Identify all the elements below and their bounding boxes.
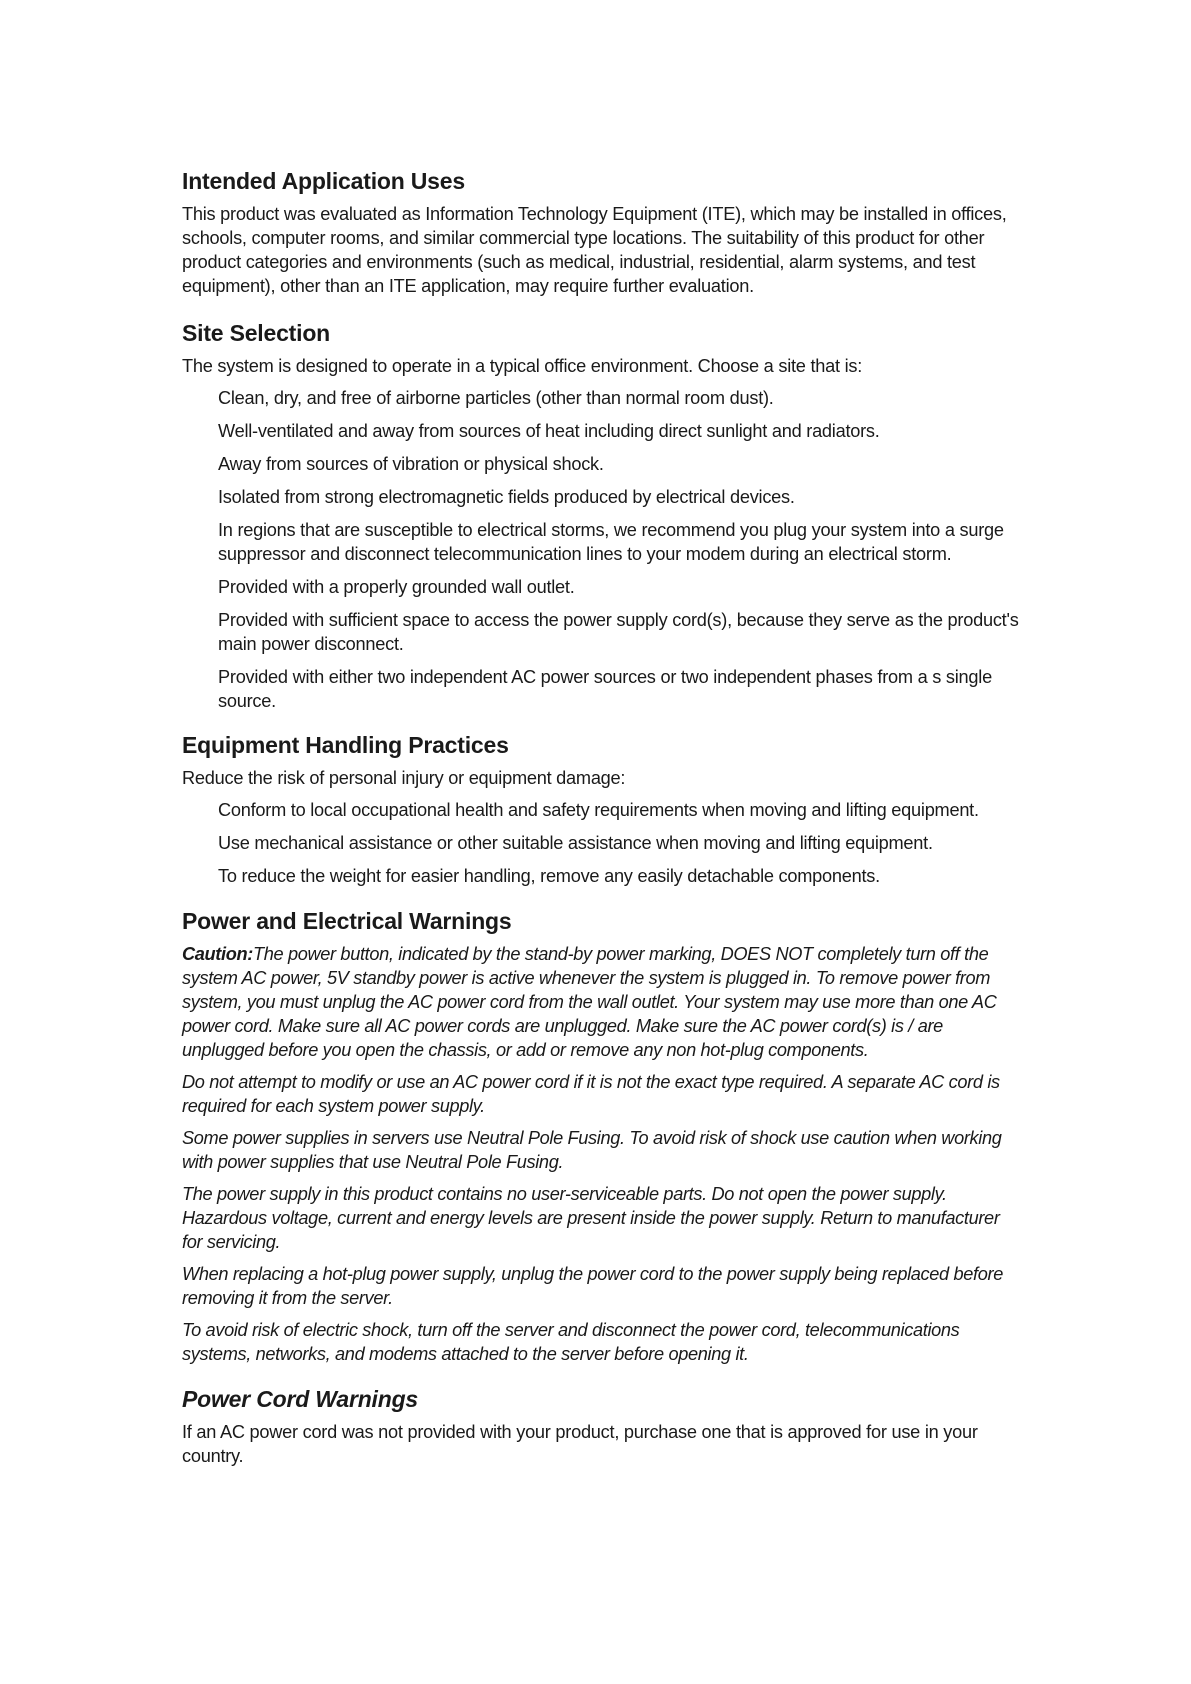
- list-item: Well-ventilated and away from sources of heat including direct sunlight and radiators.: [218, 421, 880, 441]
- list-item: Isolated from strong electromagnetic fields produced by electrical devices.: [218, 487, 795, 507]
- section-equipment-handling: [182, 730, 1020, 888]
- list-item: Provided with either two independent AC power sources or two independent phases from a s single source.: [218, 667, 992, 711]
- caution-paragraph: [182, 942, 1020, 1062]
- warning-paragraph: When replacing a hot-plug power supply, unplug the power cord to the power supply being replaced before removing it from the server.: [182, 1264, 1003, 1308]
- section-title: Intended Application Uses: [182, 168, 465, 194]
- section-title: Site Selection: [182, 320, 331, 346]
- paragraph: This product was evaluated as Information Technology Equipment (ITE), which may be installed in offices, schools, computer rooms, and similar commercial type locations. The suitability of this product for other product categories and environments (such as medical, industrial, residential, alarm systems, and test equipment), other than an ITE application, may require further evaluation.: [182, 204, 1007, 296]
- section-title: Equipment Handling Practices: [182, 732, 509, 758]
- list-item: Conform to local occupational health and safety requirements when moving and lifting equipment.: [218, 800, 979, 820]
- list-item: To reduce the weight for easier handling, remove any easily detachable components.: [218, 866, 880, 886]
- section-power-electrical-warnings: [182, 906, 1020, 1366]
- list-item: Clean, dry, and free of airborne particles (other than normal room dust).: [218, 388, 774, 408]
- section-title: Power and Electrical Warnings: [182, 908, 512, 934]
- handling-practices-list: [182, 798, 1020, 888]
- paragraph: If an AC power cord was not provided with your product, purchase one that is approved for use in your country.: [182, 1422, 978, 1466]
- section-intended-application-uses: [182, 166, 1020, 298]
- list-item: Away from sources of vibration or physical shock.: [218, 454, 604, 474]
- section-power-cord-warnings: [182, 1384, 1020, 1468]
- list-item: Provided with sufficient space to access the power supply cord(s), because they serve as the product's main power disconnect.: [218, 610, 1019, 654]
- warning-paragraph: To avoid risk of electric shock, turn off the server and disconnect the power cord, telecommunications systems, networks, and modems attached to the server before opening it.: [182, 1320, 960, 1364]
- list-item: Use mechanical assistance or other suitable assistance when moving and lifting equipment.: [218, 833, 933, 853]
- list-item: In regions that are susceptible to electrical storms, we recommend you plug your system into a surge suppressor and disconnect telecommunication lines to your modem during an electrical storm.: [218, 520, 1004, 564]
- list-item: Provided with a properly grounded wall outlet.: [218, 577, 575, 597]
- document-body: [182, 166, 1020, 1486]
- warning-paragraph: Some power supplies in servers use Neutral Pole Fusing. To avoid risk of shock use caution when working with power supplies that use Neutral Pole Fusing.: [182, 1128, 1002, 1172]
- section-intro: Reduce the risk of personal injury or equipment damage:: [182, 768, 626, 788]
- warning-paragraph: The power supply in this product contains no user-serviceable parts. Do not open the power supply. Hazardous voltage, current and energy levels are present inside the power supply. Return to manufacturer for servicing.: [182, 1184, 1000, 1252]
- section-site-selection: [182, 318, 1020, 713]
- section-intro: The system is designed to operate in a typical office environment. Choose a site that is:: [182, 356, 863, 376]
- warning-paragraph: Do not attempt to modify or use an AC power cord if it is not the exact type required. A separate AC cord is required for each system power supply.: [182, 1072, 1000, 1116]
- site-requirements-list: [182, 386, 1020, 713]
- caution-label: Caution:: [182, 944, 253, 964]
- caution-text: The power button, indicated by the stand-by power marking, DOES NOT completely turn off the system AC power, 5V standby power is active whenever the system is plugged in. To remove power from system, you must unplug the AC power cord from the wall outlet. Your system may use more than one AC power cord. Make sure all AC power cords are unplugged. Make sure the AC power cord(s) is / are unplugged before you open the chassis, or add or remove any non hot-plug components.: [182, 944, 997, 1060]
- section-title: Power Cord Warnings: [182, 1386, 419, 1412]
